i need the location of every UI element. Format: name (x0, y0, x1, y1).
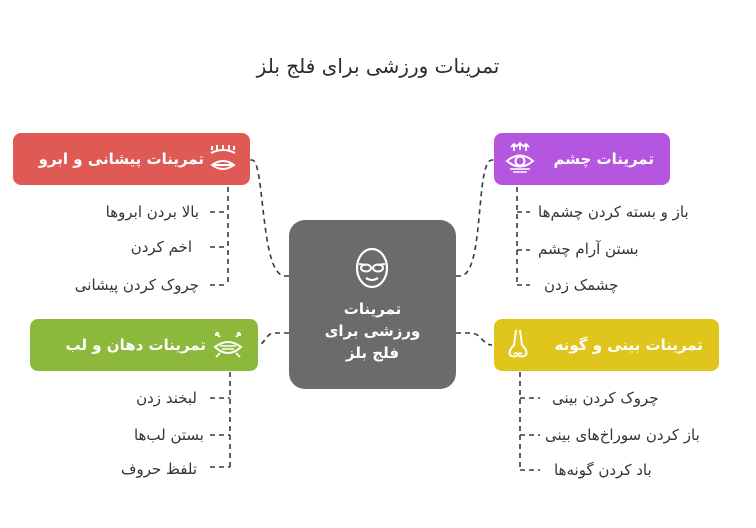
center-line-1: تمرینات (343, 300, 402, 318)
list-item: بستن آرام چشم (538, 240, 639, 258)
group-label: تمرینات بینی و گونه (554, 336, 703, 354)
list-item: باز کردن سوراخ‌های بینی (545, 426, 700, 444)
center-line-2: ورزشی برای (324, 322, 421, 340)
list-item: باد کردن گونه‌ها (554, 461, 652, 479)
group-label: تمرینات دهان و لب (65, 336, 206, 354)
list-item: بستن لب‌ها (133, 426, 204, 444)
group-forehead-eyebrow (13, 133, 250, 185)
group-label: تمرینات چشم (553, 150, 654, 168)
list-item: چروک کردن پیشانی (74, 276, 199, 294)
eye-icon (504, 141, 536, 175)
group-mouth-lip (30, 319, 258, 371)
connector-nose (456, 333, 492, 345)
group-nose-cheek (494, 319, 719, 371)
list-item: تلفظ حروف (120, 460, 197, 478)
center-line-3: فلج بلز (345, 344, 400, 362)
connector-forehead (250, 160, 289, 276)
mouth-icon (212, 327, 244, 363)
list-item: لبخند زدن (136, 389, 197, 407)
list-item: اخم کردن (130, 238, 192, 256)
center-node (289, 220, 456, 389)
group-eye (494, 133, 670, 185)
diagram-title: تمرینات ورزشی برای فلج بلز (256, 54, 500, 78)
group-label: تمرینات پیشانی و ابرو (38, 150, 204, 168)
list-item: چروک کردن بینی (552, 389, 659, 407)
face-icon (352, 246, 392, 290)
list-item: بالا بردن ابروها (105, 203, 199, 221)
connector-eye (456, 160, 494, 276)
connector-mouth (258, 333, 289, 345)
nose-icon (504, 327, 532, 363)
list-item: چشمک زدن (544, 276, 619, 294)
list-item: باز و بسته کردن چشم‌ها (538, 203, 689, 221)
eyebrows-lips-icon (208, 141, 238, 175)
